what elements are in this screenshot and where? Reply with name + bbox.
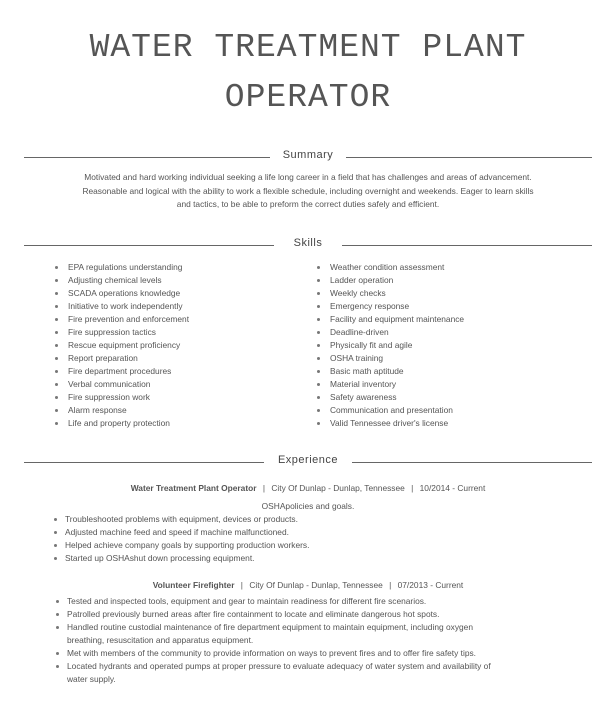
skill-item: Ladder operation — [317, 274, 464, 287]
skill-item: Safety awareness — [317, 391, 464, 404]
skill-item: Report preparation — [55, 352, 189, 365]
skill-item: Facility and equipment maintenance — [317, 313, 464, 326]
job-bullet: Helped achieve company goals by supporting production workers. — [52, 539, 616, 552]
skill-item: Adjusting chemical levels — [55, 274, 189, 287]
skill-item: Physically fit and agile — [317, 339, 464, 352]
separator: | — [240, 579, 243, 590]
experience-rule-right — [352, 462, 592, 463]
summary-line-1: Motivated and hard working individual seeking a life long career in a field that has challenges and areas of advancement. — [84, 172, 532, 182]
skill-item: Material inventory — [317, 378, 464, 391]
job-dates: 10/2014 - Current — [419, 482, 486, 493]
skill-item: Fire prevention and enforcement — [55, 313, 189, 326]
job-intro: OSHApolicies and goals. — [261, 500, 355, 511]
skill-item: Communication and presentation — [317, 404, 464, 417]
job-bullet-continuation: water supply. — [67, 673, 116, 684]
skills-column-right — [317, 261, 464, 430]
resume-title — [0, 23, 616, 123]
skill-item: OSHA training — [317, 352, 464, 365]
skill-item: Valid Tennessee driver's license — [317, 417, 464, 430]
separator: | — [262, 482, 266, 493]
job-bullet: Patrolled previously burned areas after fire containment to locate and eliminate dangerous hot spots. — [54, 608, 616, 621]
job-title: Water Treatment Plant Operator — [130, 482, 257, 493]
experience-heading-label: Experience — [277, 453, 339, 466]
job-bullet: Handled routine custodial maintenance of fire department equipment to maintain equipment, including oxygen — [54, 621, 616, 634]
title-line-1: WATER TREATMENT PLANT — [89, 29, 527, 66]
skills-rule-right — [342, 245, 592, 246]
skill-item: EPA regulations understanding — [55, 261, 189, 274]
skills-list — [0, 261, 616, 433]
job-bullets — [54, 595, 616, 686]
title-line-2: OPERATOR — [224, 79, 392, 116]
job-title: Volunteer Firefighter — [152, 579, 235, 590]
skills-heading — [24, 237, 592, 253]
skill-item: SCADA operations knowledge — [55, 287, 189, 300]
skill-item: Emergency response — [317, 300, 464, 313]
summary-text — [50, 171, 566, 212]
skill-item: Alarm response — [55, 404, 189, 417]
summary-rule-right — [346, 157, 592, 158]
summary-line-2: Reasonable and logical with the ability to work a flexible schedule, including overnight and weekends. Eager to learn skills — [82, 185, 534, 196]
separator: | — [389, 579, 392, 590]
summary-line-3: and tactics, to be able to preform the correct duties safely and efficient. — [176, 199, 440, 209]
job-dates: 07/2013 - Current — [397, 579, 464, 590]
experience-heading — [24, 454, 592, 470]
summary-heading-label: Summary — [282, 149, 334, 161]
job-bullet: Started up OSHAshut down processing equipment. — [52, 552, 616, 565]
job-bullets — [52, 513, 616, 565]
skill-item: Weekly checks — [317, 287, 464, 300]
skill-item: Fire department procedures — [55, 365, 189, 378]
skill-item: Initiative to work independently — [55, 300, 189, 313]
job-company: City Of Dunlap - Dunlap, Tennessee — [271, 482, 405, 493]
job-header — [0, 579, 616, 591]
job-header — [0, 482, 616, 494]
skill-item: Rescue equipment proficiency — [55, 339, 189, 352]
job-bullet: Located hydrants and operated pumps at proper pressure to evaluate adequacy of water system and availability of — [54, 660, 616, 673]
job-bullet-continuation: breathing, resuscitation and apparatus equipment. — [67, 634, 254, 645]
skill-item: Deadline-driven — [317, 326, 464, 339]
skill-item: Basic math aptitude — [317, 365, 464, 378]
skills-column-left — [55, 261, 189, 430]
skill-item: Weather condition assessment — [317, 261, 464, 274]
skill-item: Verbal communication — [55, 378, 189, 391]
separator: | — [411, 482, 414, 493]
job-bullet: Met with members of the community to provide information on ways to prevent fires and to offer fire safety tips. — [54, 647, 616, 660]
job-company: City Of Dunlap - Dunlap, Tennessee — [249, 579, 383, 590]
job-bullet: Adjusted machine feed and speed if machine malfunctioned. — [52, 526, 616, 539]
summary-heading — [24, 149, 592, 165]
resume-page — [0, 23, 616, 686]
skill-item: Life and property protection — [55, 417, 189, 430]
skill-item: Fire suppression work — [55, 391, 189, 404]
job-bullet: Tested and inspected tools, equipment and gear to maintain readiness for different fire scenarios. — [54, 595, 616, 608]
skill-item: Fire suppression tactics — [55, 326, 189, 339]
job-bullet: Troubleshooted problems with equipment, devices or products. — [52, 513, 616, 526]
skills-heading-label: Skills — [293, 236, 323, 249]
